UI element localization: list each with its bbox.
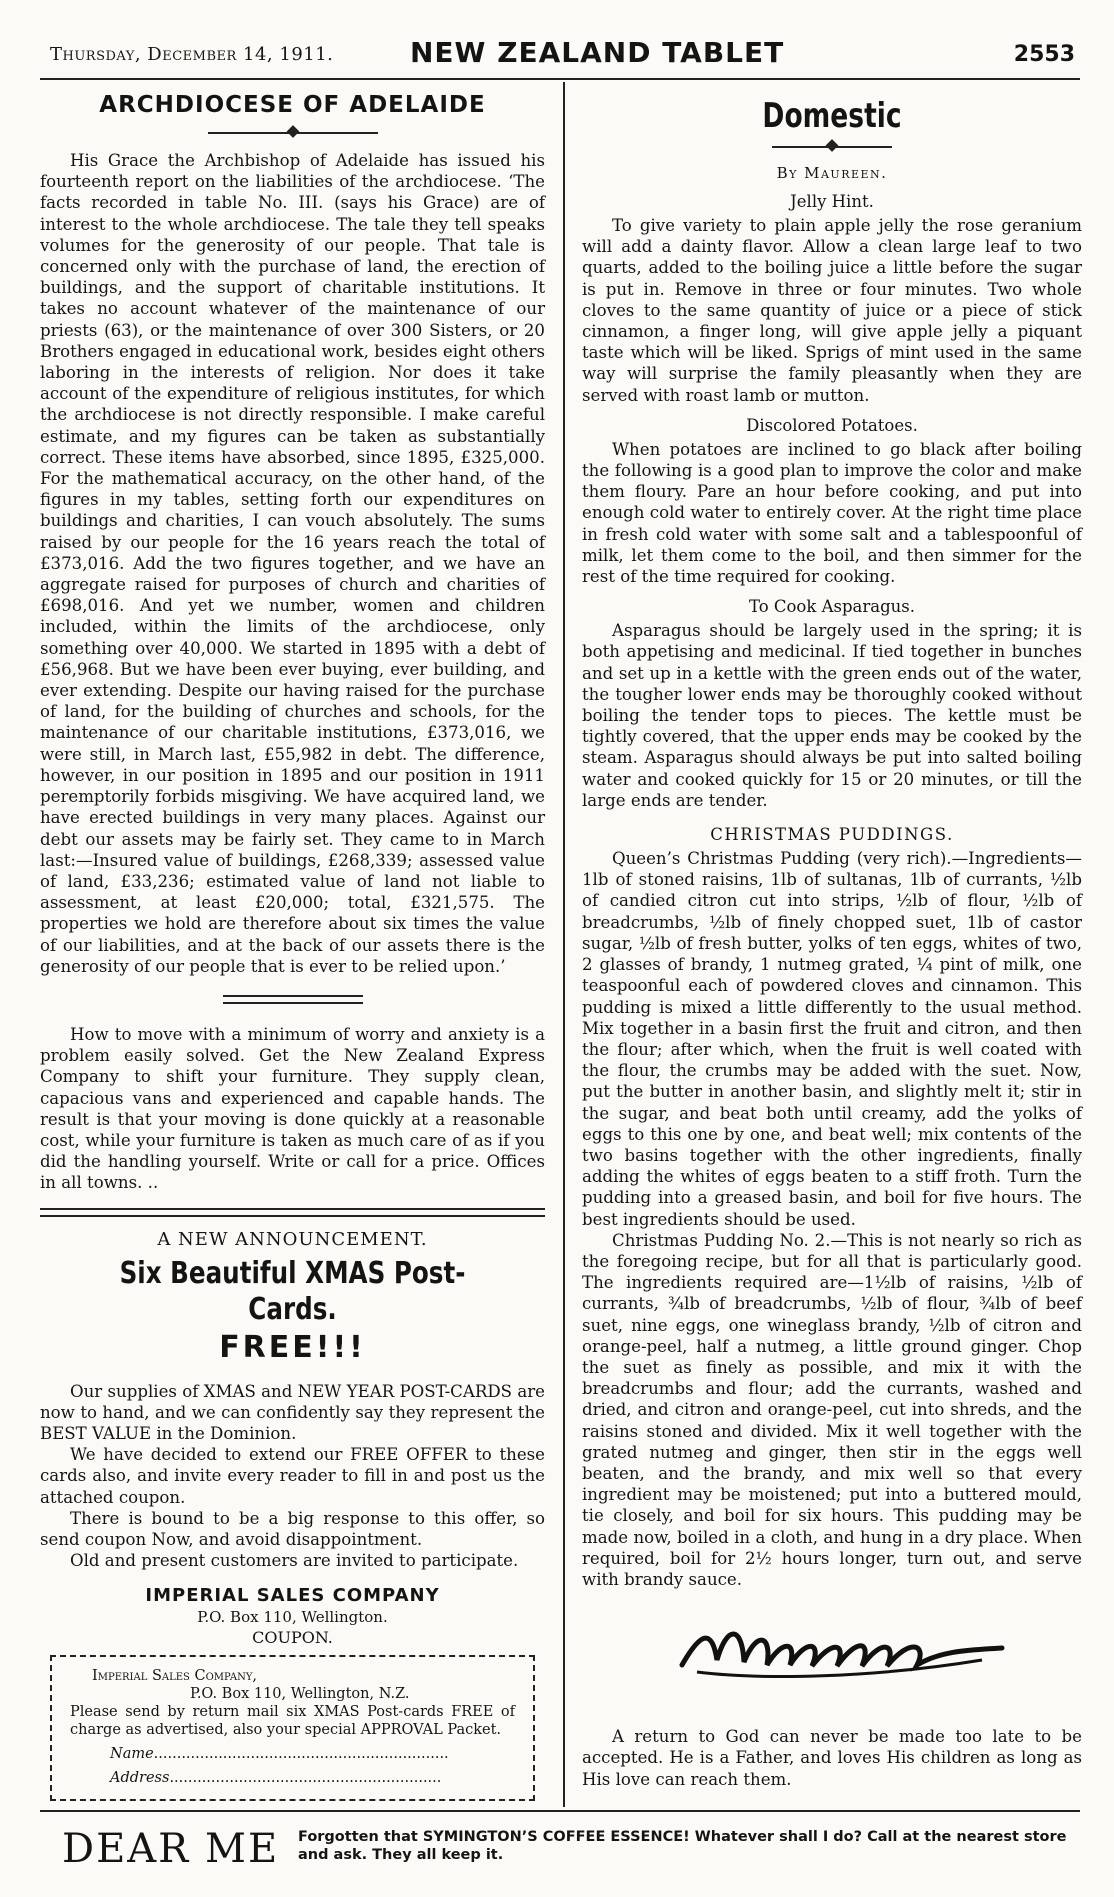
section-paragraph: When potatoes are inclined to go black after boiling the following is a good plan to improve the color and make them floury. Pare an hour before cooking, and put into enough cold water to entirely cover. At the right time place in fresh cold water with some salt and a tablespoonful of milk, let them come to the boil, and then simmer for the rest of the time required for cooking. bbox=[582, 439, 1082, 587]
byline: By Maureen. bbox=[776, 164, 888, 182]
ornament-divider bbox=[772, 138, 892, 156]
coupon-address-field[interactable] bbox=[110, 1769, 515, 1787]
announcement-paragraph: Old and present customers are invited to participate. bbox=[70, 1551, 519, 1571]
left-column bbox=[40, 92, 545, 1801]
domestic-title: Domestic bbox=[762, 96, 902, 136]
announcement-paragraph: There is bound to be a big response to this offer, so send coupon Now, and avoid disappointment. bbox=[40, 1508, 545, 1549]
pudding-recipe: Queen’s Christmas Pudding (very rich).—Ingredients—1lb of stoned raisins, 1lb of sultanas, 1lb of currants, ½lb of candied citron cut into strips, ½lb of flour, ½lb of breadcrumbs, ½lb of finely chopped suet, 1lb of castor sugar, ½lb of fresh butter, yolks of ten eggs, whites of two, 2 glasses of brandy, 1 nutmeg grated, ¼ pint of milk, one teaspoonful each of powdered cloves and cinnamon. This pudding is mixed a little differently to the usual method. Mix together in a basin first the fruit and citron, and then the flour; after which, when the fruit is well coated with the flour, the crumbs may be added with the suet. Now, put the butter in another basin, and slightly melt it; stir in the sugar, and beat both until creamy, add the yolks of eggs to this one by one, and beat well; mix contents of the two basins together with the other ingredients, finally adding the whites of eggs beaten to a stiff froth. Turn the pudding into a greased basin, and boil for five hours. The best ingredients should be used. bbox=[582, 849, 1082, 1229]
column-divider bbox=[563, 82, 565, 1807]
section-rule bbox=[40, 1208, 545, 1217]
pudding-recipe: Christmas Pudding No. 2.—This is not nearly so rich as the foregoing recipe, but for all that is particularly good. The ingredients required are—1½lb of raisins, ½lb of currants, ¾lb of breadcrumbs, ½lb of flour, ¾lb of beef suet, nine eggs, one wineglass brandy, ½lb of citron and orange-peel, half a nutmeg, a little ground ginger. Chop the suet as finely as possible, and mix it with the breadcrumbs and flour; add the currants, washed and dried, and citron and orange-peel, cut into shreds, and the raisins stoned and divided. Mix it well together with the grated nutmeg and ginger, then stir in the eggs well beaten, and the brandy, and mix well so that every ingredient may be moistened; put into a buttered mould, tie closely, and boil for six hours. This pudding may be made now, boiled in a cloth, and hung in a dry place. When required, boil for 2½ hours longer, turn out, and serve with brandy sauce. bbox=[582, 1230, 1082, 1589]
page-header bbox=[50, 36, 1075, 70]
footer-headline: DEAR ME bbox=[62, 1826, 280, 1872]
archdiocese-title: ARCHDIOCESE OF ADELAIDE bbox=[99, 92, 486, 118]
address-dots: ........................................................... bbox=[169, 1770, 442, 1787]
top-rule bbox=[40, 78, 1080, 80]
section-paragraph: To give variety to plain apple jelly the rose geranium will add a dainty flavor. Allow a clean large leaf to two quarts, added to the boiling juice a little before the sugar is put in. Remove in three or four minutes. Two whole cloves to the same quantity of juice or a piece of stick cinnamon, a finger long, will give apple jelly a piquant taste which will be liked. Sprigs of mint used in the same way will surprise the family pleasantly when they are served with roast lamb or mutton. bbox=[582, 216, 1082, 405]
announcement-title: Six Beautiful XMAS Post-Cards. bbox=[119, 1255, 466, 1327]
announcement-heading: A NEW ANNOUNCEMENT. bbox=[157, 1228, 428, 1250]
footer-copy: Forgotten that SYMINGTON’S COFFEE ESSENCE! Whatever shall I do? Call at the nearest store and ask. They all keep it. bbox=[298, 1829, 1067, 1863]
section-paragraph: Asparagus should be largely used in the spring; it is both appetising and medicinal. If tied together in bunches and set up in a kettle with the green ends out of the water, the tougher lower ends may be thoroughly cooked without boiling the tender tops to pieces. The kettle must be tightly covered, that the upper ends may be cooked by the steam. Asparagus should always be put into salted boiling water and cooked quickly for 15 or 20 minutes, or till the large ends are tender. bbox=[582, 621, 1082, 810]
coupon-form[interactable] bbox=[50, 1655, 535, 1801]
closing-quote: A return to God can never be made too late to be accepted. He is a Father, and loves His children as long as His love can reach them. bbox=[582, 1727, 1082, 1789]
announcement-paragraph: Our supplies of XMAS and NEW YEAR POST-CARDS are now to hand, and we can confidently say they represent the BEST VALUE in the Dominion. bbox=[40, 1381, 545, 1443]
signature-scrawl bbox=[672, 1610, 1012, 1690]
section-heading: Discolored Potatoes. bbox=[746, 415, 918, 435]
name-label: Name bbox=[110, 1746, 154, 1763]
page-number: 2553 bbox=[1013, 42, 1075, 67]
bottom-rule bbox=[40, 1810, 1080, 1812]
name-dots: ................................................................ bbox=[153, 1746, 449, 1763]
coupon-name-field[interactable] bbox=[110, 1745, 515, 1763]
coupon-recipient-address: P.O. Box 110, Wellington, N.Z. bbox=[190, 1686, 410, 1703]
puddings-heading: CHRISTMAS PUDDINGS. bbox=[710, 825, 954, 845]
coupon-label: COUPON. bbox=[252, 1628, 333, 1648]
address-label: Address bbox=[110, 1770, 170, 1787]
ornament-divider bbox=[208, 124, 378, 142]
double-rule-divider bbox=[223, 995, 363, 1004]
issue-date: Thursday, December 14, 1911. bbox=[50, 44, 334, 65]
maureen-signature bbox=[582, 1610, 1082, 1696]
archdiocese-article: His Grace the Archbishop of Adelaide has issued his fourteenth report on the liabilities of the archdiocese. ‘The facts recorded in table No. III. (says his Grace) are of interest to the whole archdiocese. The tale they tell speaks volumes for the generosity of our people. That tale is concerned only with the purchase of land, the erection of buildings, and the support of charitable institutions. It takes no account whatever of the maintenance of our priests (63), or the maintenance of over 300 Sisters, or 20 Brothers engaged in educational work, besides eight others laboring in the interests of religion. Nor does it take account of the expenditure of religious institutes, for which the archdiocese is not directly responsible. I make careful estimate, and my figures can be taken as substantially correct. These items have absorbed, since 1895, £325,000. For the mathematical accuracy, on the other hand, of the figures in my tables, setting forth our expenditures on buildings and charities, I can vouch absolutely. The sums raised by our people for the 16 years reach the total of £373,016. Add the two figures together, and we have an aggregate raised for purposes of church and charities of £698,016. And yet we number, women and children included, within the limits of the archdiocese, only something over 40,000. We started in 1895 with a debt of £56,968. But we have been ever buying, ever building, and ever extending. Despite our having raised for the purchase of land, for the building of churches and schools, for the maintenance of our charitable institutions, £373,016, we were still, in March last, £55,982 in debt. The difference, however, in our position in 1895 and our position in 1911 peremptorily forbids misgiving. We have acquired land, we have erected buildings in very many places. Against our debt our assets may be fairly set. They came to in March last:—Insured value of buildings, £268,339; assessed value of land, £33,236; estimated value of land not liable to assessment, at least £20,000; total, £321,575. The properties we hold are therefore about six times the value of our liabilities, and at the back of our assets there is the generosity of our people that is ever to be relied upon.’ bbox=[40, 151, 545, 976]
company-name: IMPERIAL SALES COMPANY bbox=[145, 1585, 440, 1607]
coupon-recipient: Imperial Sales Company, bbox=[92, 1668, 258, 1685]
announcement-paragraph: We have decided to extend our FREE OFFER to these cards also, and invite every reader to fill in and post us the attached coupon. bbox=[40, 1445, 545, 1507]
section-heading: Jelly Hint. bbox=[790, 192, 874, 211]
section-heading: To Cook Asparagus. bbox=[748, 597, 916, 617]
moving-advert: How to move with a minimum of worry and anxiety is a problem easily solved. Get the New Zealand Express Company to shift your furniture. They supply clean, capacious vans and experienced and capable hands. The result is that your moving is done quickly at a reasonable cost, while your furniture is taken as much care of as if you did the handling yourself. Write or call for a price. Offices in all towns. .. bbox=[40, 1024, 545, 1193]
company-address: P.O. Box 110, Wellington. bbox=[197, 1608, 388, 1627]
newspaper-title: NEW ZEALAND TABLET bbox=[410, 36, 785, 69]
announcement-free: FREE!!! bbox=[219, 1329, 366, 1365]
footer-advert bbox=[40, 1824, 1080, 1884]
right-column bbox=[582, 92, 1082, 1790]
coupon-request: Please send by return mail six XMAS Post-cards FREE of charge as advertised, also your special APPROVAL Packet. bbox=[70, 1704, 515, 1739]
